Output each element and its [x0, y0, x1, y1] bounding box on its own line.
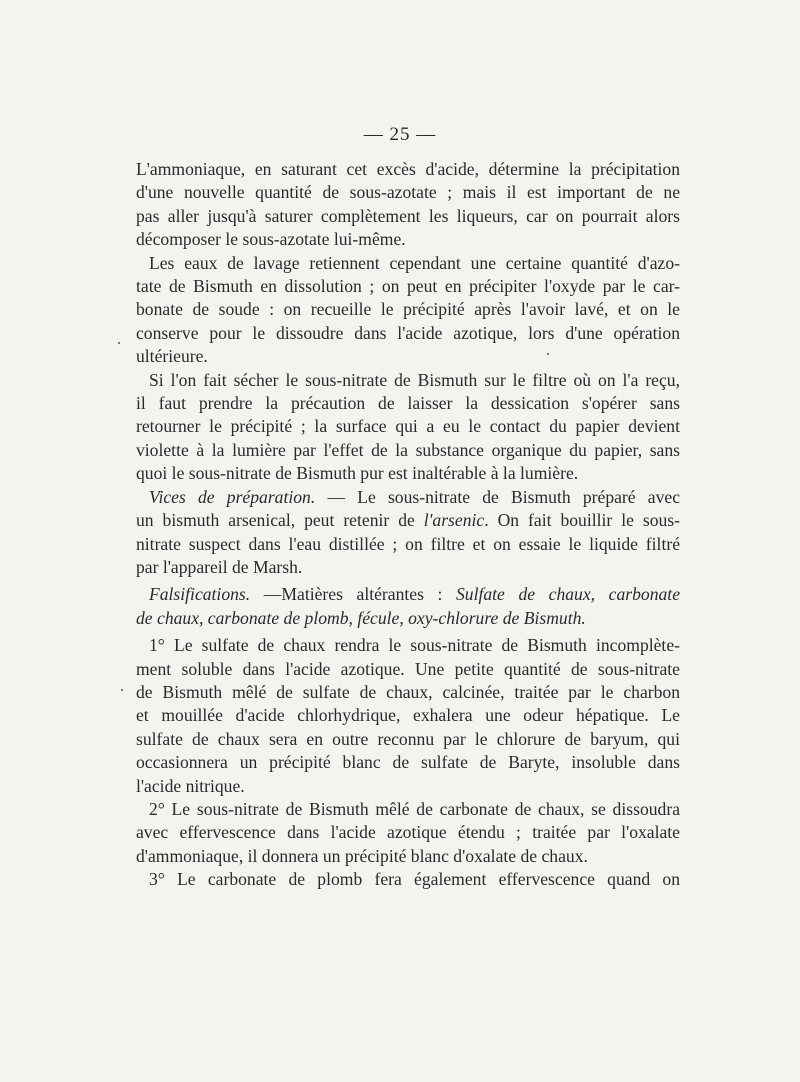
text-line: ultérieure.	[136, 346, 208, 367]
paragraph-falsifications	[136, 583, 680, 630]
body-text	[136, 158, 680, 892]
text-line: de Bismuth mêlé de sulfate de chaux, calcinée, traitée par le charbon	[136, 681, 680, 702]
scan-speck	[547, 353, 549, 355]
text-line: sulfate de chaux sera en outre reconnu par le chlorure de baryum, qui	[136, 728, 680, 749]
text-line: occasionnera un précipité blanc de sulfate de Baryte, insoluble dans	[136, 752, 680, 773]
text-line: ment soluble dans l'acide azotique. Une petite quantité de sous-nitrate	[136, 658, 680, 679]
text-span: . On fait bouillir le sous-	[484, 510, 680, 531]
text-line: de chaux, carbonate de plomb, fécule, oxy-chlorure de Bismuth.	[136, 607, 586, 628]
text-line: quoi le sous-nitrate de Bismuth pur est inaltérable à la lumière.	[136, 463, 579, 484]
text-line: il faut prendre la précaution de laisser la dessication s'opérer sans	[136, 393, 680, 414]
text-line: 3° Le carbonate de plomb fera également effervescence quand on	[149, 869, 680, 890]
text-line: 2° Le sous-nitrate de Bismuth mêlé de carbonate de chaux, se dissoudra	[149, 798, 680, 819]
text-line: retourner le précipité ; la surface qui a eu le contact du papier devient	[136, 416, 680, 437]
page-number: — 25 —	[363, 124, 437, 145]
text-line: d'ammoniaque, il donnera un précipité blanc d'oxalate de chaux.	[136, 845, 588, 866]
section-heading: Falsifications.	[149, 584, 251, 605]
text-line: nitrate suspect dans l'eau distillée ; on filtre et on essaie le liquide filtré	[136, 533, 680, 554]
italic-term: l'arsenic	[423, 510, 485, 531]
italic-term: Sulfate de chaux, carbonate	[456, 584, 680, 605]
text-line: L'ammoniaque, en saturant cet excès d'acide, détermine la précipitation	[136, 159, 680, 179]
text-line	[136, 583, 680, 606]
paragraph	[136, 252, 680, 369]
text-line: par l'appareil de Marsh.	[136, 556, 303, 577]
scan-speck	[118, 342, 120, 344]
text-line: tate de Bismuth en dissolution ; on peut en précipiter l'oxyde par le car-	[136, 276, 680, 297]
text-span: —Matières altérantes :	[250, 584, 456, 605]
paragraph	[136, 369, 680, 486]
text-span: un bismuth arsenical, peut retenir de	[136, 510, 424, 531]
paragraph	[136, 158, 680, 252]
text-line: décomposer le sous-azotate lui-même.	[136, 229, 406, 250]
text-line: avec effervescence dans l'acide azotique étendu ; traitée par l'oxalate	[136, 822, 680, 843]
text-line: et mouillée d'acide chlorhydrique, exhalera une odeur hépatique. Le	[136, 705, 680, 726]
text-line: d'une nouvelle quantité de sous-azotate ; mais il est important de ne	[136, 182, 680, 203]
text-line: pas aller jusqu'à saturer complètement les liqueurs, car on pourrait alors	[136, 205, 680, 226]
paragraph	[136, 868, 680, 891]
text-line: 1° Le sulfate de chaux rendra le sous-nitrate de Bismuth incomplète-	[149, 635, 680, 656]
text-line: conserve pour le dissoudre dans l'acide azotique, lors d'une opération	[136, 322, 680, 343]
text-line	[136, 486, 680, 509]
paragraph	[136, 798, 680, 868]
section-heading: Vices de préparation.	[149, 486, 316, 507]
text-line: Les eaux de lavage retiennent cependant une certaine quantité d'azo-	[149, 252, 680, 273]
text-span: — Le sous-nitrate de Bismuth préparé avec	[315, 486, 681, 507]
text-line: Si l'on fait sécher le sous-nitrate de Bismuth sur le filtre où on l'a reçu,	[149, 369, 680, 390]
text-line: bonate de soude : on recueille le précipité après l'avoir lavé, et on le	[136, 299, 680, 320]
scan-speck	[121, 689, 123, 691]
text-line: violette à la lumière par l'effet de la substance organique du papier, sans	[136, 439, 680, 460]
paragraph-vices	[136, 486, 680, 580]
text-line: l'acide nitrique.	[136, 775, 245, 796]
text-line	[136, 509, 680, 532]
paragraph	[136, 634, 680, 798]
